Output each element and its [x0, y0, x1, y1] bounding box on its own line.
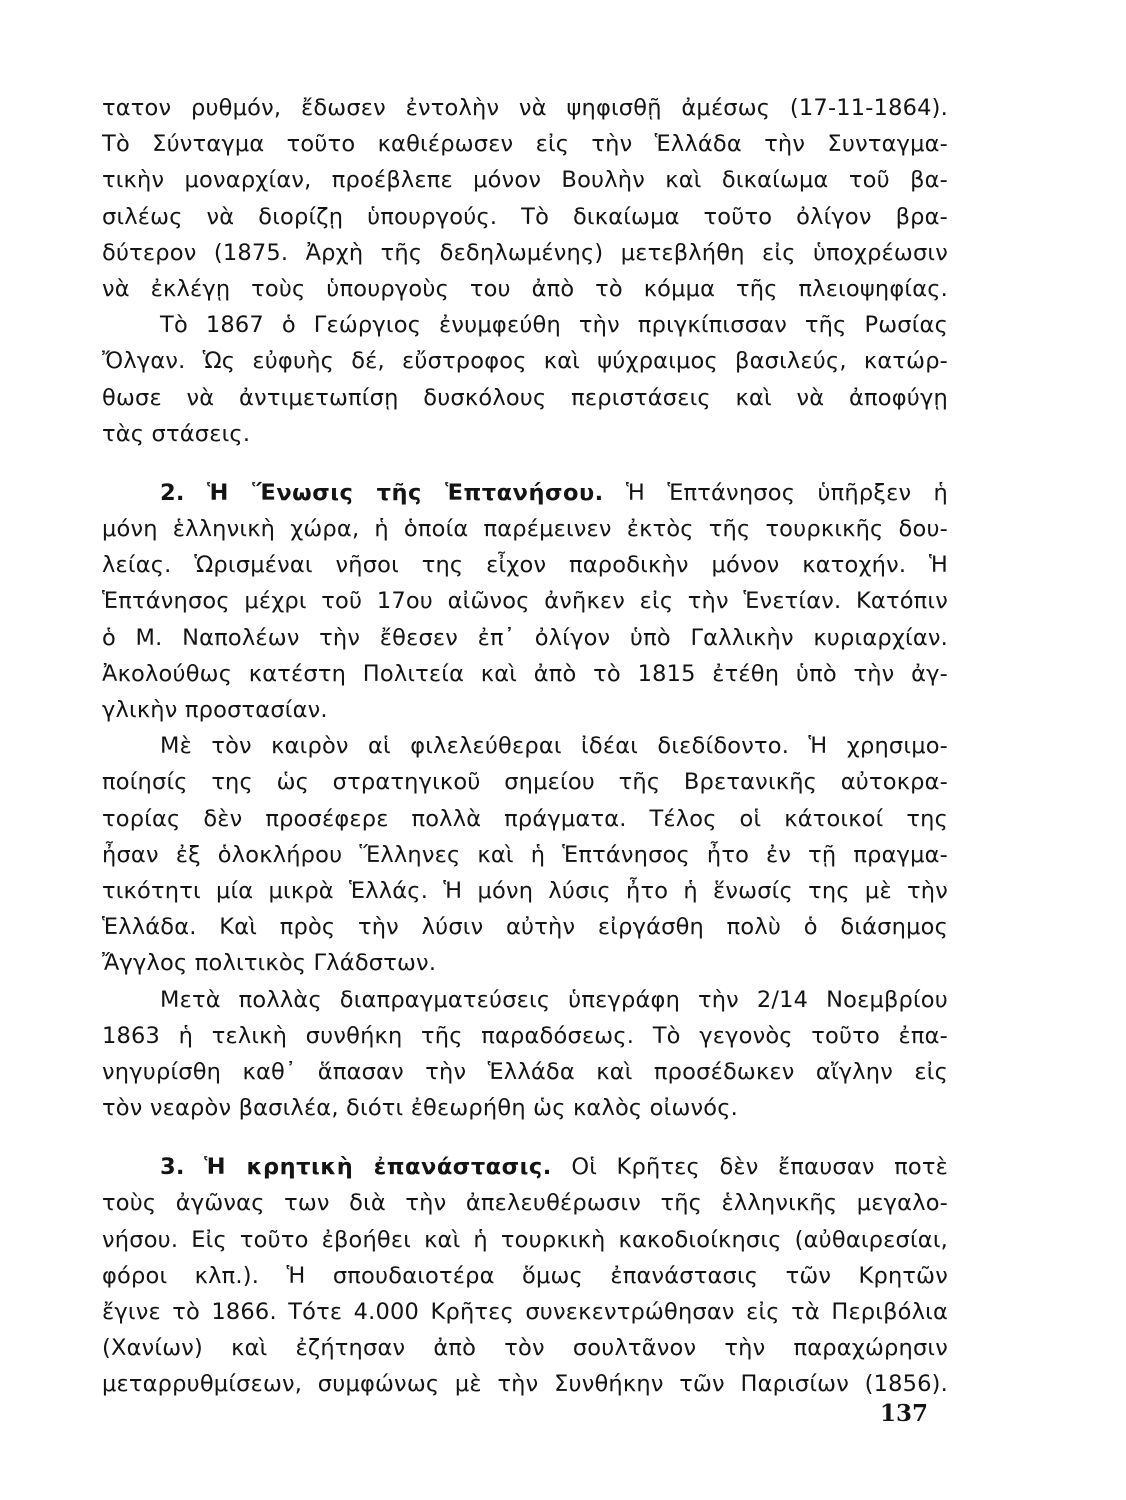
paragraph-4 [102, 728, 948, 981]
page-number: 137 [880, 1400, 929, 1427]
text-line: τὰς στάσεις. [102, 420, 251, 447]
text-line: Ἀκολούθως κατέστη Πολιτεία καὶ ἀπὸ τὸ 1815 ἐτέθη ὑπὸ τὴν ἀγ- [102, 660, 948, 687]
text-line: (Χανίων) καὶ ἐζήτησαν ἀπὸ τὸν σουλτᾶνον τὴν παραχώρησιν [102, 1335, 948, 1362]
section-enosis [102, 475, 948, 728]
text-line: τικὴν μοναρχίαν, προέβλεπε μόνον Βουλὴν καὶ δικαίωμα τοῦ βα- [102, 167, 948, 194]
text-line: τικότητι μία μικρὰ Ἑλλάς. Ἡ μόνη λύσις ἦτο ἡ ἕνωσίς της μὲ τὴν [102, 877, 948, 904]
text-line: τατον ρυθμόν, ἔδωσεν ἐντολὴν νὰ ψηφισθῇ ἀμέσως (17-11-1864). [102, 95, 948, 121]
text-line: φόροι κλπ.). Ἡ σπουδαιοτέρα ὅμως ἐπανάστασις τῶν Κρητῶν [102, 1262, 948, 1289]
text-line: Ἑλλάδα. Καὶ πρὸς τὴν λύσιν αὐτὴν εἰργάσθη πολὺ ὁ διάσημος [102, 914, 948, 941]
text-line: νὰ ἐκλέγῃ τοὺς ὑπουργοὺς του ἀπὸ τὸ κόμμα τῆς πλειοψηφίας. [102, 275, 948, 302]
paragraph-2 [102, 307, 948, 452]
section-cretan-revolution [102, 1149, 948, 1402]
text-line: Τὸ 1867 ὁ Γεώργιος ἐνυμφεύθη τὴν πριγκίπισσαν τῆς Ρωσίας [160, 312, 948, 339]
text-line: λείας. Ὡρισμέναι νῆσοι της εἶχον παροδικὴν μόνον κατοχήν. Ἡ [102, 552, 948, 579]
section-number: 2. [160, 479, 185, 506]
text-line: Τὸ Σύνταγμα τοῦτο καθιέρωσεν εἰς τὴν Ἑλλάδα τὴν Συνταγμα- [102, 131, 948, 158]
text-line: τὸν νεαρὸν βασιλέα, διότι ἐθεωρήθη ὡς καλὸς οἰωνός. [102, 1095, 738, 1122]
text-line: τορίας δὲν προσέφερε πολλὰ πράγματα. Τέλος οἱ κάτοικοί της [102, 805, 948, 832]
section-heading-line [102, 475, 948, 511]
heading-line-text: Οἱ Κρῆτες δὲν ἔπαυσαν ποτὲ [551, 1154, 948, 1181]
text-line: Μὲ τὸν καιρὸν αἱ φιλελεύθεραι ἰδέαι διεδίδοντο. Ἡ χρησιμο- [160, 733, 948, 760]
text-line: Ὄλγαν. Ὡς εὐφυὴς δέ, εὔστροφος καὶ ψύχραιμος βασιλεύς, κατώρ- [102, 348, 948, 375]
section-title: Ἡ κρητικὴ ἐπανάστασις. [204, 1154, 552, 1181]
text-line: νήσου. Εἰς τοῦτο ἐβοήθει καὶ ἡ τουρκικὴ κακοδιοίκησις (αὐθαιρεσίαι, [102, 1226, 948, 1253]
section-heading-line [102, 1149, 948, 1185]
text-line: μεταρρυθμίσεων, συμφώνως μὲ τὴν Συνθήκην τῶν Παρισίων (1856). [102, 1371, 948, 1398]
section-title: Ἡ Ἕνωσις τῆς Ἑπτανήσου. [206, 479, 604, 506]
text-line: μόνη ἑλληνικὴ χώρα, ἡ ὁποία παρέμεινεν ἐκτὸς τῆς τουρκικῆς δου- [102, 516, 948, 543]
page-body [102, 90, 948, 1403]
text-line: σιλέως νὰ διορίζῃ ὑπουργούς. Τὸ δικαίωμα τοῦτο ὀλίγον βρα- [102, 203, 948, 230]
text-line: ὁ Μ. Ναπολέων τὴν ἔθεσεν ἐπ᾽ ὀλίγον ὑπὸ Γαλλικὴν κυριαρχίαν. [102, 624, 948, 651]
text-line: δύτερον (1875. Ἀρχὴ τῆς δεδηλωμένης) μετεβλήθη εἰς ὑποχρέωσιν [102, 239, 948, 266]
text-line: Ἑπτάνησος μέχρι τοῦ 17ου αἰῶνος ἀνῆκεν εἰς τὴν Ἑνετίαν. Κατόπιν [102, 588, 948, 615]
paragraph-5 [102, 982, 948, 1127]
text-line: θωσε νὰ ἀντιμετωπίσῃ δυσκόλους περιστάσεις καὶ νὰ ἀποφύγῃ [102, 384, 948, 411]
text-line: Μετὰ πολλὰς διαπραγματεύσεις ὑπεγράφη τὴν 2/14 Νοεμβρίου [160, 986, 948, 1013]
paragraph-1 [102, 90, 948, 307]
text-line: Ἄγγλος πολιτικὸς Γλάδστων. [102, 950, 437, 977]
text-line: νηγυρίσθη καθ᾽ ἅπασαν τὴν Ἑλλάδα καὶ προσέδωκεν αἴγλην εἰς [102, 1058, 948, 1085]
text-line: 1863 ἡ τελικὴ συνθήκη τῆς παραδόσεως. Τὸ γεγονὸς τοῦτο ἐπα- [102, 1022, 948, 1049]
text-line: γλικὴν προστασίαν. [102, 697, 328, 723]
text-line: ποίησίς της ὡς στρατηγικοῦ σημείου τῆς Βρετανικῆς αὐτοκρα- [102, 769, 948, 796]
heading-line-text: Ἡ Ἑπτάνησος ὑπῆρξεν ἡ [603, 479, 949, 506]
section-number: 3. [160, 1154, 185, 1181]
text-line: τοὺς ἀγῶνας των διὰ τὴν ἀπελευθέρωσιν τῆς ἑλληνικῆς μεγαλο- [102, 1190, 948, 1217]
text-line: ἦσαν ἐξ ὁλοκλήρου Ἕλληνες καὶ ἡ Ἑπτάνησος ἦτο ἐν τῇ πραγμα- [102, 841, 948, 868]
text-line: ἔγινε τὸ 1866. Τότε 4.000 Κρῆτες συνεκεντρώθησαν εἰς τὰ Περιβόλια [102, 1299, 948, 1325]
